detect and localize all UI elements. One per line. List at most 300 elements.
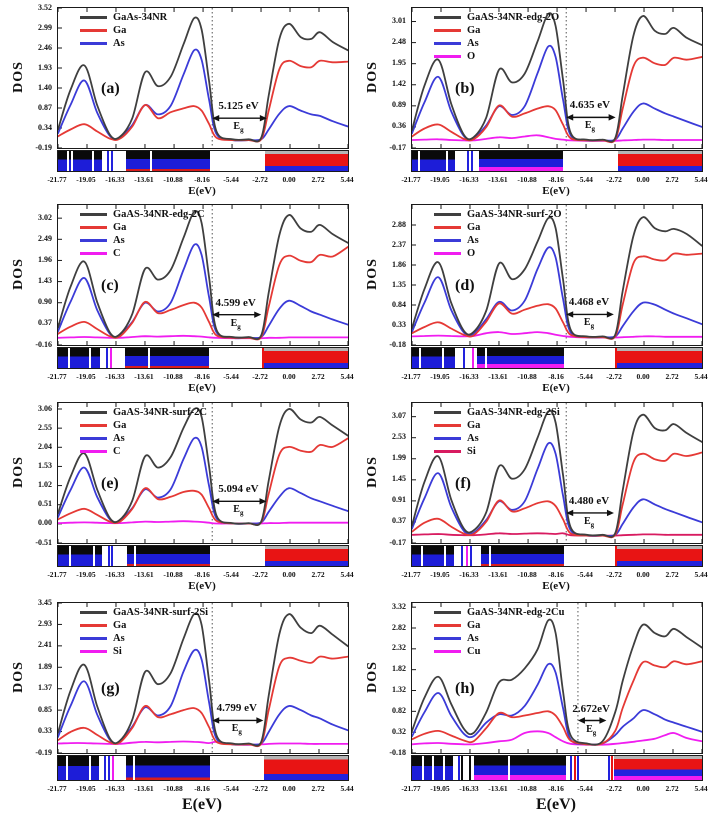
x-tick-label: 2.72 bbox=[665, 570, 679, 579]
legend-swatch bbox=[80, 637, 107, 640]
x-axis-label: E(eV) bbox=[542, 580, 570, 592]
legend-swatch bbox=[434, 226, 461, 229]
eigenvalue-line bbox=[104, 756, 106, 780]
gap-symbol-base: E bbox=[583, 515, 591, 527]
eigenvalue-line bbox=[471, 151, 473, 171]
legend-swatch bbox=[434, 624, 461, 627]
x-tick-label: -19.05 bbox=[430, 784, 450, 793]
eigenvalue-line bbox=[469, 756, 471, 780]
y-tick-label: 2.37 bbox=[392, 239, 406, 249]
y-tick-label: 3.07 bbox=[392, 411, 406, 421]
y-tick-label: 3.45 bbox=[38, 597, 52, 607]
band-slit bbox=[421, 546, 423, 566]
legend-item bbox=[434, 209, 562, 220]
eigenvalue-band bbox=[481, 546, 564, 566]
eigenvalue-band bbox=[412, 546, 454, 566]
eigenvalue-band bbox=[58, 348, 100, 368]
band-slit bbox=[485, 348, 487, 368]
eigenvalue-strip bbox=[411, 150, 703, 172]
band-slit bbox=[150, 151, 152, 171]
gap-value-label: 4.480 eV bbox=[568, 494, 610, 507]
legend-swatch bbox=[434, 411, 461, 414]
y-tick-label: -0.17 bbox=[389, 537, 406, 547]
x-tick-label: -5.44 bbox=[577, 372, 593, 381]
legend-swatch bbox=[80, 424, 107, 427]
gap-symbol-base: E bbox=[233, 121, 241, 133]
eigenvalue-line bbox=[466, 546, 468, 566]
dos-panel bbox=[0, 197, 354, 395]
x-tick-label: -2.72 bbox=[252, 175, 268, 184]
x-tick-label: 5.44 bbox=[694, 570, 708, 579]
x-tick-label: -10.88 bbox=[517, 175, 537, 184]
eigenvalue-band bbox=[126, 756, 210, 780]
y-axis-label: DOS bbox=[11, 661, 26, 693]
legend-label: GaAS-34NR-edg-2O bbox=[467, 12, 560, 23]
x-tick-label: -2.72 bbox=[606, 175, 622, 184]
legend-swatch bbox=[434, 252, 461, 255]
gap-symbol-base: E bbox=[230, 317, 238, 329]
x-tick-label: -5.44 bbox=[223, 175, 239, 184]
x-tick-label: -16.33 bbox=[459, 570, 479, 579]
x-tick-label: -13.61 bbox=[134, 175, 154, 184]
legend bbox=[434, 607, 564, 657]
legend-swatch bbox=[434, 42, 461, 45]
legend-swatch bbox=[434, 637, 461, 640]
legend-swatch bbox=[80, 239, 107, 242]
legend-item bbox=[80, 12, 167, 23]
y-axis-label: DOS bbox=[11, 258, 26, 290]
legend-item bbox=[434, 607, 564, 618]
x-tick-label: -13.61 bbox=[134, 372, 154, 381]
legend-swatch bbox=[434, 16, 461, 19]
eigenvalue-band bbox=[264, 348, 348, 368]
legend-swatch bbox=[80, 213, 107, 216]
eigenvalue-band bbox=[265, 151, 348, 171]
eigenvalue-band bbox=[614, 756, 702, 780]
eigenvalue-line bbox=[574, 756, 576, 780]
legend-label: Si bbox=[113, 646, 122, 657]
x-axis-label: E(eV) bbox=[542, 185, 570, 197]
gap-symbol-sub: g bbox=[238, 728, 242, 737]
x-tick-label: -8.16 bbox=[194, 175, 210, 184]
eigenvalue-strip bbox=[57, 347, 349, 369]
gap-symbol-sub: g bbox=[591, 125, 595, 134]
y-axis-label: DOS bbox=[11, 456, 26, 488]
band-slit bbox=[432, 756, 434, 780]
x-tick-label: -16.33 bbox=[105, 372, 125, 381]
legend bbox=[434, 12, 559, 62]
x-tick-label: -2.72 bbox=[252, 570, 268, 579]
y-tick-label: -0.17 bbox=[389, 142, 406, 152]
x-tick-label: 0.00 bbox=[282, 372, 296, 381]
band-slit bbox=[66, 756, 68, 780]
x-tick-label: 2.72 bbox=[665, 372, 679, 381]
y-tick-label: 2.49 bbox=[38, 233, 52, 243]
y-tick-label: 2.93 bbox=[38, 618, 52, 628]
legend-label: C bbox=[113, 446, 121, 457]
eigenvalue-strip bbox=[411, 545, 703, 567]
y-tick-label: 2.82 bbox=[392, 622, 406, 632]
x-tick-label: -13.61 bbox=[134, 570, 154, 579]
legend-swatch bbox=[80, 450, 107, 453]
gap-symbol bbox=[221, 318, 251, 331]
y-tick-label: 2.88 bbox=[392, 219, 406, 229]
eigenvalue-line bbox=[615, 546, 617, 566]
legend-item bbox=[80, 235, 205, 246]
eigenvalue-band bbox=[412, 756, 453, 780]
y-tick-label: 2.41 bbox=[38, 640, 52, 650]
legend-label: O bbox=[467, 51, 476, 62]
gap-symbol-sub: g bbox=[592, 728, 597, 737]
gap-value-label: 4.468 eV bbox=[568, 296, 610, 309]
plot-area bbox=[411, 402, 703, 544]
x-tick-label: -16.33 bbox=[459, 372, 479, 381]
x-tick-label: -21.77 bbox=[47, 570, 67, 579]
band-slit bbox=[92, 151, 94, 171]
y-tick-label: -0.19 bbox=[35, 747, 52, 757]
x-tick-label: 5.44 bbox=[340, 784, 354, 793]
dos-panel bbox=[354, 197, 708, 395]
eigenvalue-line bbox=[106, 348, 108, 368]
gap-value-label: 4.599 eV bbox=[215, 296, 256, 309]
x-tick-label: 5.44 bbox=[340, 372, 354, 381]
band-slit bbox=[69, 546, 71, 566]
x-tick-label: 5.44 bbox=[694, 784, 708, 793]
x-tick-label: -5.44 bbox=[223, 570, 239, 579]
y-tick-label: 1.93 bbox=[38, 62, 52, 72]
x-tick-labels bbox=[0, 175, 354, 185]
dos-panel bbox=[354, 595, 708, 816]
x-tick-label: -2.72 bbox=[252, 784, 268, 793]
eigenvalue-line bbox=[611, 756, 613, 780]
y-tick-label: 1.32 bbox=[392, 685, 406, 694]
x-tick-label: -2.72 bbox=[606, 372, 622, 381]
plot-area bbox=[411, 602, 703, 754]
legend-item bbox=[80, 446, 207, 457]
x-tick-label: 0.00 bbox=[636, 372, 650, 381]
x-tick-label: -13.61 bbox=[134, 784, 154, 793]
x-tick-label: -19.05 bbox=[430, 372, 450, 381]
x-tick-label: -10.88 bbox=[517, 372, 537, 381]
y-tick-label: 2.55 bbox=[38, 422, 52, 432]
x-tick-label: -19.05 bbox=[76, 175, 96, 184]
x-tick-label: 0.00 bbox=[282, 784, 296, 793]
x-tick-labels bbox=[354, 570, 708, 580]
legend-item bbox=[434, 248, 562, 259]
gap-symbol-sub: g bbox=[240, 126, 244, 135]
legend-label: GaAS-34NR-surf-2Si bbox=[113, 607, 209, 618]
eigenvalue-strip bbox=[411, 347, 703, 369]
gap-symbol bbox=[224, 121, 254, 134]
y-tick-label: 1.82 bbox=[392, 664, 406, 674]
y-tick-label: 2.04 bbox=[38, 441, 52, 451]
x-tick-label: -10.88 bbox=[517, 784, 537, 793]
y-tick-label: 0.00 bbox=[38, 518, 52, 528]
y-tick-label: 0.90 bbox=[38, 297, 52, 307]
band-slit bbox=[419, 348, 421, 368]
legend-label: GaAS-34NR-surf-2C bbox=[113, 407, 207, 418]
legend-item bbox=[80, 607, 208, 618]
y-tick-label: 1.53 bbox=[38, 460, 52, 470]
band-slit bbox=[89, 348, 91, 368]
eigenvalue-line bbox=[570, 756, 572, 780]
legend-swatch bbox=[80, 650, 107, 653]
legend-label: As bbox=[467, 433, 479, 444]
legend-swatch bbox=[80, 437, 107, 440]
x-tick-label: 2.72 bbox=[665, 175, 679, 184]
eigenvalue-band bbox=[617, 546, 702, 566]
y-tick-label: 0.36 bbox=[392, 121, 406, 131]
legend-label: GaAS-34NR-edg-2Cu bbox=[467, 607, 565, 618]
legend-item bbox=[434, 633, 564, 644]
band-slit bbox=[446, 151, 448, 171]
legend-label: C bbox=[113, 248, 121, 259]
legend bbox=[80, 209, 205, 259]
gap-symbol bbox=[575, 120, 605, 133]
legend-item bbox=[80, 433, 207, 444]
y-axis-label: DOS bbox=[365, 258, 380, 290]
legend-label: Cu bbox=[467, 646, 481, 657]
y-tick-label: 1.43 bbox=[38, 276, 52, 286]
gap-symbol bbox=[574, 516, 604, 529]
band-slit bbox=[489, 546, 491, 566]
eigenvalue-band bbox=[617, 348, 702, 368]
legend-label: Ga bbox=[467, 25, 481, 36]
legend bbox=[80, 607, 208, 657]
eigenvalue-strip bbox=[57, 545, 349, 567]
legend-label: Ga bbox=[467, 420, 481, 431]
legend-swatch bbox=[80, 411, 107, 414]
x-axis-label: E(eV) bbox=[188, 382, 216, 394]
y-tick-label: 0.91 bbox=[392, 495, 406, 505]
eigenvalue-line bbox=[112, 756, 114, 780]
x-tick-label: -10.88 bbox=[163, 175, 183, 184]
eigenvalue-line bbox=[458, 756, 460, 780]
legend-swatch bbox=[434, 29, 461, 32]
y-tick-label: 1.95 bbox=[392, 58, 406, 68]
y-tick-label: 0.34 bbox=[38, 122, 52, 132]
x-tick-label: 2.72 bbox=[311, 784, 325, 793]
gap-value-label: 4.799 eV bbox=[216, 702, 257, 715]
y-tick-label: 1.37 bbox=[38, 683, 52, 693]
legend-item bbox=[434, 407, 560, 418]
x-tick-label: -8.16 bbox=[194, 570, 210, 579]
x-tick-label: -10.88 bbox=[163, 784, 183, 793]
y-tick-label: 3.01 bbox=[392, 16, 406, 26]
eigenvalue-strip bbox=[57, 755, 349, 781]
legend-item bbox=[80, 633, 208, 644]
legend-swatch bbox=[434, 213, 461, 216]
y-tick-label: 0.84 bbox=[392, 299, 406, 309]
legend-item bbox=[80, 209, 205, 220]
y-tick-label: -0.18 bbox=[389, 339, 406, 349]
x-tick-label: -5.44 bbox=[577, 175, 593, 184]
x-tick-label: -10.88 bbox=[163, 372, 183, 381]
gap-value-label: 5.094 eV bbox=[218, 483, 259, 496]
band-slit bbox=[418, 151, 420, 171]
y-axis-label: DOS bbox=[11, 61, 26, 93]
legend-item bbox=[80, 646, 208, 657]
plot-area bbox=[411, 204, 703, 346]
panel-letter: (c) bbox=[101, 276, 119, 294]
x-tick-label: -13.61 bbox=[488, 175, 508, 184]
legend-swatch bbox=[434, 611, 461, 614]
eigenvalue-strip bbox=[57, 150, 349, 172]
y-tick-label: 2.46 bbox=[38, 42, 52, 52]
x-tick-label: -2.72 bbox=[606, 784, 622, 793]
eigenvalue-band bbox=[474, 756, 566, 780]
legend-label: As bbox=[113, 235, 125, 246]
plot-area bbox=[57, 402, 349, 544]
legend bbox=[434, 209, 562, 259]
x-tick-label: -21.77 bbox=[47, 784, 67, 793]
x-tick-labels bbox=[0, 372, 354, 382]
y-tick-label: 0.33 bbox=[38, 726, 52, 736]
legend-item bbox=[434, 51, 559, 62]
y-tick-label: 1.42 bbox=[392, 79, 406, 89]
gap-symbol bbox=[223, 504, 253, 517]
legend-item bbox=[80, 25, 167, 36]
x-tick-label: 2.72 bbox=[311, 372, 325, 381]
gap-symbol bbox=[574, 317, 604, 330]
x-tick-label: -10.88 bbox=[163, 570, 183, 579]
x-axis-label: E(eV) bbox=[542, 382, 570, 394]
x-tick-label: -16.33 bbox=[105, 175, 125, 184]
y-tick-label: 1.02 bbox=[38, 480, 52, 490]
eigenvalue-line bbox=[577, 756, 579, 780]
y-tick-label: 0.51 bbox=[38, 499, 52, 509]
dos-panel bbox=[0, 395, 354, 595]
dos-panel bbox=[0, 595, 354, 816]
panel-letter: (h) bbox=[455, 680, 475, 697]
panel-letter: (f) bbox=[455, 474, 471, 492]
legend-swatch bbox=[434, 437, 461, 440]
eigenvalue-line bbox=[467, 151, 469, 171]
eigenvalue-line bbox=[111, 151, 113, 171]
eigenvalue-line bbox=[470, 546, 472, 566]
band-slit bbox=[422, 756, 424, 780]
x-tick-label: -21.77 bbox=[47, 175, 67, 184]
legend-item bbox=[80, 420, 207, 431]
x-tick-label: 0.00 bbox=[282, 175, 296, 184]
gap-symbol-base: E bbox=[586, 723, 593, 735]
panel-letter: (b) bbox=[455, 79, 475, 97]
y-tick-label: 3.02 bbox=[38, 212, 52, 222]
x-tick-label: -21.77 bbox=[401, 372, 421, 381]
x-tick-label: -2.72 bbox=[252, 372, 268, 381]
y-tick-label: 1.96 bbox=[38, 254, 52, 264]
y-tick-label: 3.52 bbox=[38, 2, 52, 12]
gap-symbol-sub: g bbox=[590, 520, 595, 529]
x-tick-label: -13.61 bbox=[488, 372, 508, 381]
legend-item bbox=[80, 248, 205, 259]
x-tick-label: -21.77 bbox=[401, 570, 421, 579]
y-tick-label: -0.18 bbox=[389, 747, 406, 757]
eigenvalue-line bbox=[615, 348, 617, 368]
x-tick-label: 5.44 bbox=[340, 570, 354, 579]
x-tick-label: -10.88 bbox=[517, 570, 537, 579]
legend-item bbox=[434, 433, 560, 444]
y-tick-label: 0.85 bbox=[38, 704, 52, 714]
x-axis-label: E(eV) bbox=[188, 580, 216, 592]
band-slit bbox=[71, 151, 73, 171]
x-tick-label: -5.44 bbox=[223, 372, 239, 381]
x-tick-label: -19.05 bbox=[76, 372, 96, 381]
x-tick-label: 0.00 bbox=[636, 784, 650, 793]
y-tick-label: 1.35 bbox=[392, 279, 406, 289]
band-slit bbox=[444, 546, 446, 566]
eigenvalue-band bbox=[125, 348, 209, 368]
plot-area bbox=[57, 7, 349, 149]
legend bbox=[80, 12, 167, 49]
panel-letter: (g) bbox=[101, 680, 120, 697]
panel-letter: (a) bbox=[101, 79, 120, 97]
band-slit bbox=[508, 756, 510, 780]
dos-panel bbox=[354, 395, 708, 595]
legend-label: GaAS-34NR-edg-2C bbox=[113, 209, 205, 220]
band-slit bbox=[133, 756, 135, 780]
y-tick-label: 0.37 bbox=[392, 516, 406, 526]
eigenvalue-band bbox=[477, 348, 564, 368]
x-tick-label: 2.72 bbox=[311, 175, 325, 184]
eigenvalue-strip bbox=[411, 755, 703, 781]
eigenvalue-band bbox=[127, 546, 210, 566]
y-tick-label: -0.51 bbox=[35, 537, 52, 547]
plot-area bbox=[57, 204, 349, 346]
x-tick-label: 2.72 bbox=[311, 570, 325, 579]
eigenvalue-line bbox=[111, 546, 113, 566]
x-tick-labels bbox=[354, 784, 708, 794]
legend-label: Ga bbox=[113, 620, 127, 631]
legend-swatch bbox=[80, 226, 107, 229]
legend-label: As bbox=[113, 38, 125, 49]
y-tick-label: -0.19 bbox=[35, 142, 52, 152]
legend-item bbox=[434, 25, 559, 36]
gap-symbol-base: E bbox=[231, 723, 239, 735]
x-tick-label: 2.72 bbox=[665, 784, 679, 793]
legend-item bbox=[434, 620, 564, 631]
eigenvalue-band bbox=[264, 756, 348, 780]
gap-value-label: 5.125 eV bbox=[218, 100, 259, 113]
x-tick-label: -21.77 bbox=[401, 175, 421, 184]
legend-item bbox=[80, 620, 208, 631]
x-tick-label: -16.33 bbox=[105, 784, 125, 793]
gap-value-label: 2.672eV bbox=[572, 702, 610, 715]
band-slit bbox=[134, 546, 136, 566]
legend-item bbox=[434, 38, 559, 49]
gap-symbol bbox=[576, 724, 606, 737]
x-tick-label: -5.44 bbox=[223, 784, 239, 793]
band-slit bbox=[89, 756, 91, 780]
eigenvalue-line bbox=[108, 546, 110, 566]
x-tick-label: 5.44 bbox=[340, 175, 354, 184]
gap-value-label: 4.635 eV bbox=[569, 99, 611, 112]
band-slit bbox=[443, 756, 445, 780]
legend bbox=[80, 407, 207, 457]
legend-label: GaAS-34NR-surf-2O bbox=[467, 209, 562, 220]
legend-item bbox=[80, 222, 205, 233]
y-tick-label: 0.89 bbox=[392, 100, 406, 110]
legend-item bbox=[80, 38, 167, 49]
y-tick-label: 0.33 bbox=[392, 319, 406, 329]
legend-label: Ga bbox=[113, 25, 127, 36]
x-tick-labels bbox=[354, 372, 708, 382]
legend-swatch bbox=[434, 650, 461, 653]
x-tick-label: -21.77 bbox=[401, 784, 421, 793]
x-tick-label: -8.16 bbox=[548, 784, 564, 793]
legend-item bbox=[434, 420, 560, 431]
x-tick-label: -8.16 bbox=[548, 175, 564, 184]
